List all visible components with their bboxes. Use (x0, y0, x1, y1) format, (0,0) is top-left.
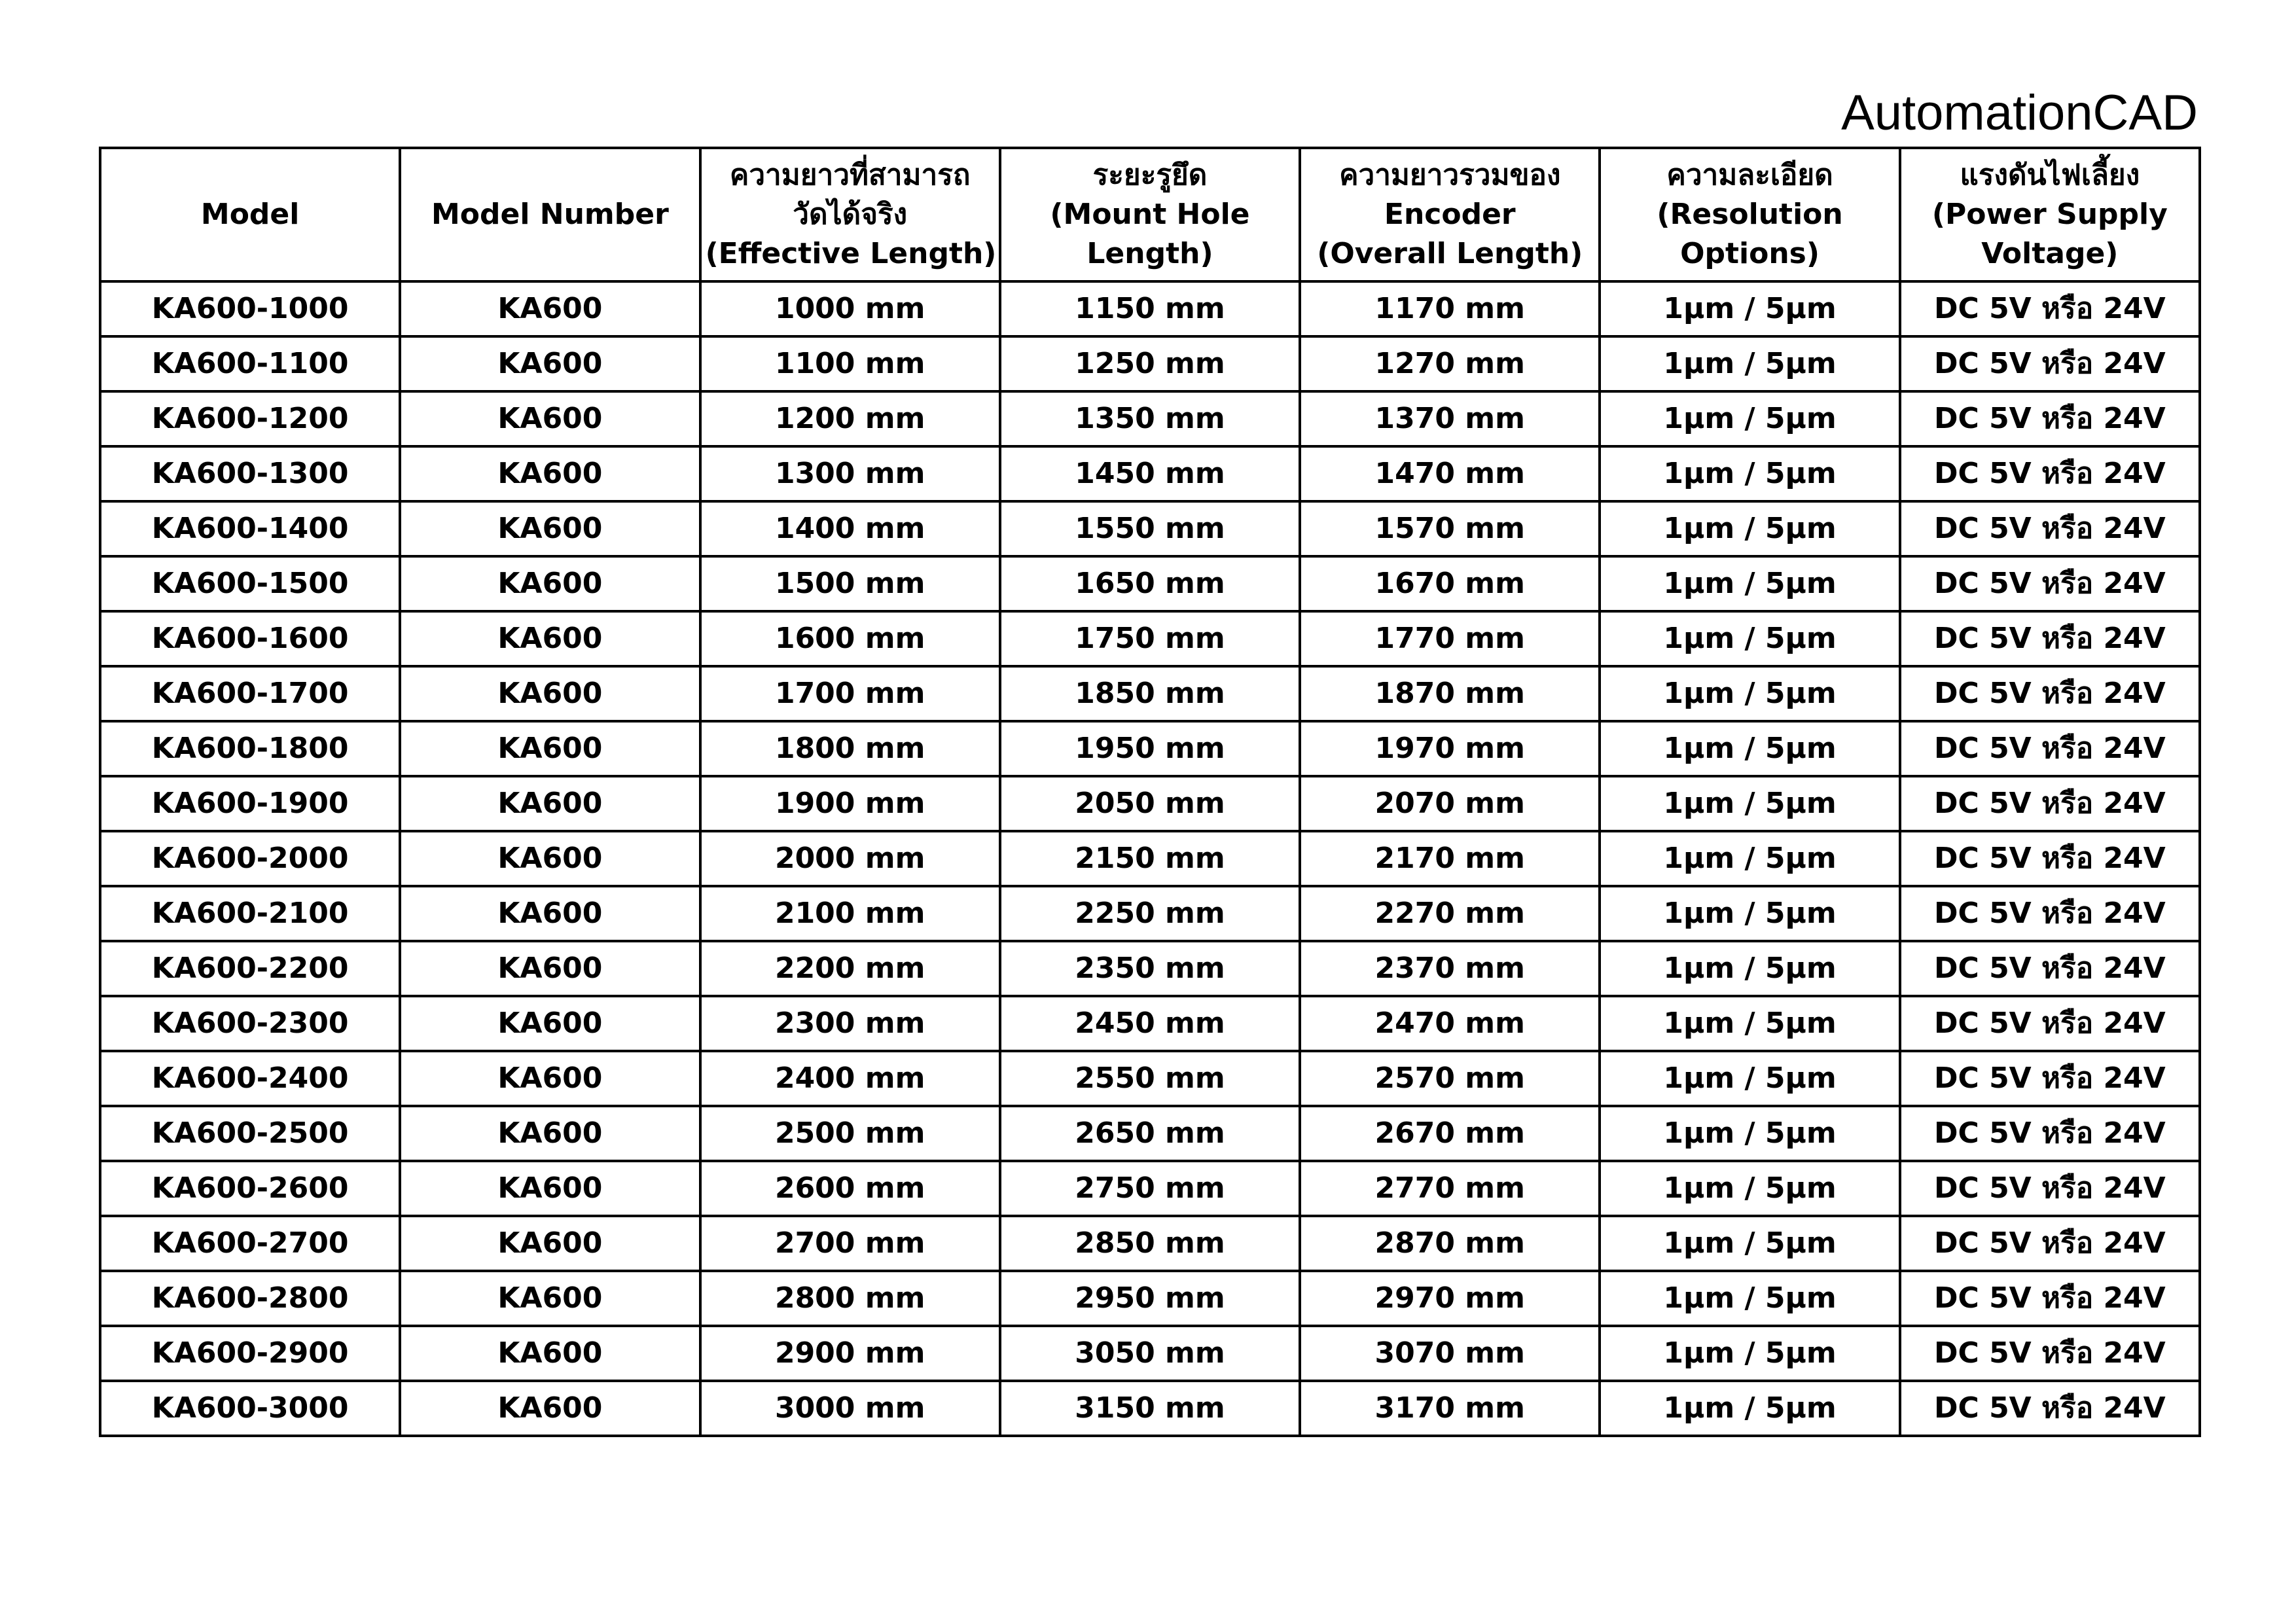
cell-model: KA600-1300 (100, 446, 400, 501)
cell-mount-hole-length: 2850 mm (1000, 1216, 1300, 1271)
cell-model-number: KA600 (400, 1216, 700, 1271)
cell-mount-hole-length: 2450 mm (1000, 996, 1300, 1051)
cell-model: KA600-2600 (100, 1161, 400, 1216)
table-row (100, 446, 2200, 501)
column-header-line: Model (200, 198, 300, 231)
cell-resolution-options: 1µm / 5µm (1600, 281, 1899, 336)
cell-effective-length: 2400 mm (700, 1051, 1000, 1106)
cell-overall-length: 3070 mm (1300, 1326, 1600, 1381)
table-row (100, 1216, 2200, 1271)
cell-power-supply-voltage: DC 5V หรือ 24V (1900, 1161, 2200, 1216)
cell-effective-length: 2700 mm (700, 1216, 1000, 1271)
cell-effective-length: 1200 mm (700, 391, 1000, 446)
cell-effective-length: 2800 mm (700, 1271, 1000, 1326)
table-row (100, 1381, 2200, 1436)
cell-mount-hole-length: 1750 mm (1000, 611, 1300, 666)
cell-resolution-options: 1µm / 5µm (1600, 391, 1899, 446)
column-header-line: Options) (1680, 237, 1820, 270)
cell-resolution-options: 1µm / 5µm (1600, 666, 1899, 721)
column-header-line: (Overall Length) (1317, 237, 1583, 270)
column-header-model (100, 148, 400, 281)
cell-power-supply-voltage: DC 5V หรือ 24V (1900, 831, 2200, 886)
cell-effective-length: 1300 mm (700, 446, 1000, 501)
table-row (100, 1271, 2200, 1326)
column-header-resolution-options (1600, 148, 1899, 281)
cell-mount-hole-length: 3050 mm (1000, 1326, 1300, 1381)
table-row (100, 391, 2200, 446)
table-row (100, 886, 2200, 941)
cell-power-supply-voltage: DC 5V หรือ 24V (1900, 556, 2200, 611)
cell-model: KA600-2500 (100, 1106, 400, 1161)
cell-effective-length: 2600 mm (700, 1161, 1000, 1216)
table-row (100, 831, 2200, 886)
cell-model: KA600-2300 (100, 996, 400, 1051)
column-header-line: Encoder (1384, 198, 1516, 231)
cell-power-supply-voltage: DC 5V หรือ 24V (1900, 666, 2200, 721)
cell-power-supply-voltage: DC 5V หรือ 24V (1900, 1106, 2200, 1161)
cell-overall-length: 2970 mm (1300, 1271, 1600, 1326)
cell-model-number: KA600 (400, 941, 700, 996)
cell-resolution-options: 1µm / 5µm (1600, 941, 1899, 996)
column-header-line: วัดได้จริง (793, 198, 908, 231)
cell-mount-hole-length: 1650 mm (1000, 556, 1300, 611)
cell-effective-length: 2200 mm (700, 941, 1000, 996)
cell-effective-length: 2100 mm (700, 886, 1000, 941)
column-header-line: (Power Supply (1931, 198, 2168, 231)
cell-overall-length: 2470 mm (1300, 996, 1600, 1051)
cell-effective-length: 2900 mm (700, 1326, 1000, 1381)
table-header (100, 148, 2200, 281)
cell-model: KA600-2800 (100, 1271, 400, 1326)
cell-overall-length: 2370 mm (1300, 941, 1600, 996)
cell-model-number: KA600 (400, 1051, 700, 1106)
cell-model: KA600-2200 (100, 941, 400, 996)
cell-model-number: KA600 (400, 666, 700, 721)
cell-mount-hole-length: 2550 mm (1000, 1051, 1300, 1106)
table-row (100, 1161, 2200, 1216)
cell-resolution-options: 1µm / 5µm (1600, 1381, 1899, 1436)
cell-effective-length: 1000 mm (700, 281, 1000, 336)
cell-model: KA600-1500 (100, 556, 400, 611)
cell-model: KA600-1400 (100, 501, 400, 556)
cell-model-number: KA600 (400, 831, 700, 886)
table-row (100, 611, 2200, 666)
table-row (100, 281, 2200, 336)
column-header-effective-length (700, 148, 1000, 281)
cell-mount-hole-length: 2050 mm (1000, 776, 1300, 831)
cell-power-supply-voltage: DC 5V หรือ 24V (1900, 501, 2200, 556)
cell-mount-hole-length: 2350 mm (1000, 941, 1300, 996)
cell-power-supply-voltage: DC 5V หรือ 24V (1900, 1051, 2200, 1106)
cell-power-supply-voltage: DC 5V หรือ 24V (1900, 721, 2200, 776)
cell-power-supply-voltage: DC 5V หรือ 24V (1900, 611, 2200, 666)
cell-power-supply-voltage: DC 5V หรือ 24V (1900, 1216, 2200, 1271)
cell-mount-hole-length: 2150 mm (1000, 831, 1300, 886)
brand-title: AutomationCAD (1841, 85, 2198, 141)
column-header-line: (Mount Hole (1050, 198, 1250, 231)
cell-overall-length: 1770 mm (1300, 611, 1600, 666)
table-row (100, 1326, 2200, 1381)
cell-overall-length: 2270 mm (1300, 886, 1600, 941)
column-header-model-number (400, 148, 700, 281)
cell-model: KA600-1000 (100, 281, 400, 336)
column-header-line: ความยาวที่สามารถ (729, 158, 971, 192)
cell-mount-hole-length: 1350 mm (1000, 391, 1300, 446)
cell-mount-hole-length: 2950 mm (1000, 1271, 1300, 1326)
cell-overall-length: 3170 mm (1300, 1381, 1600, 1436)
column-header-line: Model Number (431, 198, 669, 231)
cell-overall-length: 1470 mm (1300, 446, 1600, 501)
table-row (100, 941, 2200, 996)
cell-model-number: KA600 (400, 446, 700, 501)
cell-mount-hole-length: 1950 mm (1000, 721, 1300, 776)
cell-resolution-options: 1µm / 5µm (1600, 1161, 1899, 1216)
cell-model: KA600-1900 (100, 776, 400, 831)
cell-model-number: KA600 (400, 1106, 700, 1161)
cell-overall-length: 2070 mm (1300, 776, 1600, 831)
cell-model: KA600-2400 (100, 1051, 400, 1106)
table-row (100, 1106, 2200, 1161)
cell-overall-length: 1570 mm (1300, 501, 1600, 556)
cell-model: KA600-2000 (100, 831, 400, 886)
cell-model-number: KA600 (400, 1326, 700, 1381)
cell-resolution-options: 1µm / 5µm (1600, 1051, 1899, 1106)
cell-resolution-options: 1µm / 5µm (1600, 831, 1899, 886)
column-header-line: (Resolution (1657, 198, 1843, 231)
cell-mount-hole-length: 1450 mm (1000, 446, 1300, 501)
cell-effective-length: 1500 mm (700, 556, 1000, 611)
header-row (100, 148, 2200, 281)
cell-overall-length: 2170 mm (1300, 831, 1600, 886)
column-header-line: Length) (1086, 237, 1213, 270)
table-body (100, 281, 2200, 1436)
cell-resolution-options: 1µm / 5µm (1600, 1326, 1899, 1381)
cell-model-number: KA600 (400, 611, 700, 666)
cell-power-supply-voltage: DC 5V หรือ 24V (1900, 1326, 2200, 1381)
table-row (100, 721, 2200, 776)
table-row (100, 336, 2200, 391)
cell-model: KA600-1800 (100, 721, 400, 776)
cell-overall-length: 2770 mm (1300, 1161, 1600, 1216)
cell-effective-length: 2000 mm (700, 831, 1000, 886)
cell-power-supply-voltage: DC 5V หรือ 24V (1900, 1271, 2200, 1326)
cell-mount-hole-length: 1850 mm (1000, 666, 1300, 721)
table-row (100, 666, 2200, 721)
cell-power-supply-voltage: DC 5V หรือ 24V (1900, 336, 2200, 391)
cell-mount-hole-length: 1250 mm (1000, 336, 1300, 391)
table-row (100, 556, 2200, 611)
cell-model: KA600-1100 (100, 336, 400, 391)
cell-model-number: KA600 (400, 556, 700, 611)
cell-resolution-options: 1µm / 5µm (1600, 556, 1899, 611)
cell-effective-length: 1600 mm (700, 611, 1000, 666)
cell-model-number: KA600 (400, 1381, 700, 1436)
cell-power-supply-voltage: DC 5V หรือ 24V (1900, 1381, 2200, 1436)
cell-resolution-options: 1µm / 5µm (1600, 996, 1899, 1051)
cell-overall-length: 1970 mm (1300, 721, 1600, 776)
cell-model-number: KA600 (400, 336, 700, 391)
cell-resolution-options: 1µm / 5µm (1600, 501, 1899, 556)
column-header-line: แรงดันไฟเลี้ยง (1960, 158, 2140, 192)
cell-model: KA600-1200 (100, 391, 400, 446)
cell-power-supply-voltage: DC 5V หรือ 24V (1900, 776, 2200, 831)
column-header-power-supply-voltage (1900, 148, 2200, 281)
cell-model-number: KA600 (400, 1271, 700, 1326)
cell-power-supply-voltage: DC 5V หรือ 24V (1900, 886, 2200, 941)
cell-resolution-options: 1µm / 5µm (1600, 776, 1899, 831)
cell-model: KA600-1700 (100, 666, 400, 721)
column-header-line: Voltage) (1981, 237, 2119, 270)
cell-effective-length: 2300 mm (700, 996, 1000, 1051)
cell-model: KA600-3000 (100, 1381, 400, 1436)
cell-resolution-options: 1µm / 5µm (1600, 1106, 1899, 1161)
cell-overall-length: 1870 mm (1300, 666, 1600, 721)
column-header-line: ระยะรูยึด (1092, 158, 1208, 192)
cell-resolution-options: 1µm / 5µm (1600, 886, 1899, 941)
cell-mount-hole-length: 1150 mm (1000, 281, 1300, 336)
cell-model-number: KA600 (400, 1161, 700, 1216)
cell-effective-length: 1100 mm (700, 336, 1000, 391)
cell-mount-hole-length: 2250 mm (1000, 886, 1300, 941)
cell-overall-length: 1670 mm (1300, 556, 1600, 611)
cell-model-number: KA600 (400, 776, 700, 831)
cell-power-supply-voltage: DC 5V หรือ 24V (1900, 446, 2200, 501)
table-row (100, 501, 2200, 556)
column-header-mount-hole-length (1000, 148, 1300, 281)
table-row (100, 776, 2200, 831)
cell-model-number: KA600 (400, 996, 700, 1051)
cell-model-number: KA600 (400, 281, 700, 336)
spec-table (99, 147, 2201, 1437)
cell-mount-hole-length: 2650 mm (1000, 1106, 1300, 1161)
cell-model: KA600-2900 (100, 1326, 400, 1381)
cell-resolution-options: 1µm / 5µm (1600, 446, 1899, 501)
cell-overall-length: 1370 mm (1300, 391, 1600, 446)
cell-model: KA600-1600 (100, 611, 400, 666)
cell-model-number: KA600 (400, 391, 700, 446)
table-row (100, 1051, 2200, 1106)
column-header-line: (Effective Length) (705, 237, 997, 270)
cell-mount-hole-length: 2750 mm (1000, 1161, 1300, 1216)
cell-resolution-options: 1µm / 5µm (1600, 1216, 1899, 1271)
cell-resolution-options: 1µm / 5µm (1600, 336, 1899, 391)
cell-power-supply-voltage: DC 5V หรือ 24V (1900, 996, 2200, 1051)
cell-resolution-options: 1µm / 5µm (1600, 1271, 1899, 1326)
cell-model-number: KA600 (400, 721, 700, 776)
cell-power-supply-voltage: DC 5V หรือ 24V (1900, 391, 2200, 446)
cell-mount-hole-length: 1550 mm (1000, 501, 1300, 556)
table-row (100, 996, 2200, 1051)
cell-power-supply-voltage: DC 5V หรือ 24V (1900, 281, 2200, 336)
cell-effective-length: 2500 mm (700, 1106, 1000, 1161)
cell-model: KA600-2100 (100, 886, 400, 941)
cell-overall-length: 1270 mm (1300, 336, 1600, 391)
cell-model-number: KA600 (400, 886, 700, 941)
column-header-overall-length (1300, 148, 1600, 281)
cell-model: KA600-2700 (100, 1216, 400, 1271)
cell-power-supply-voltage: DC 5V หรือ 24V (1900, 941, 2200, 996)
cell-model-number: KA600 (400, 501, 700, 556)
cell-effective-length: 1800 mm (700, 721, 1000, 776)
cell-resolution-options: 1µm / 5µm (1600, 721, 1899, 776)
cell-overall-length: 2670 mm (1300, 1106, 1600, 1161)
cell-effective-length: 1400 mm (700, 501, 1000, 556)
cell-effective-length: 1700 mm (700, 666, 1000, 721)
cell-effective-length: 3000 mm (700, 1381, 1000, 1436)
cell-overall-length: 1170 mm (1300, 281, 1600, 336)
cell-effective-length: 1900 mm (700, 776, 1000, 831)
column-header-line: ความละเอียด (1666, 158, 1833, 192)
column-header-line: ความยาวรวมของ (1339, 158, 1561, 192)
cell-overall-length: 2870 mm (1300, 1216, 1600, 1271)
cell-mount-hole-length: 3150 mm (1000, 1381, 1300, 1436)
cell-resolution-options: 1µm / 5µm (1600, 611, 1899, 666)
cell-overall-length: 2570 mm (1300, 1051, 1600, 1106)
